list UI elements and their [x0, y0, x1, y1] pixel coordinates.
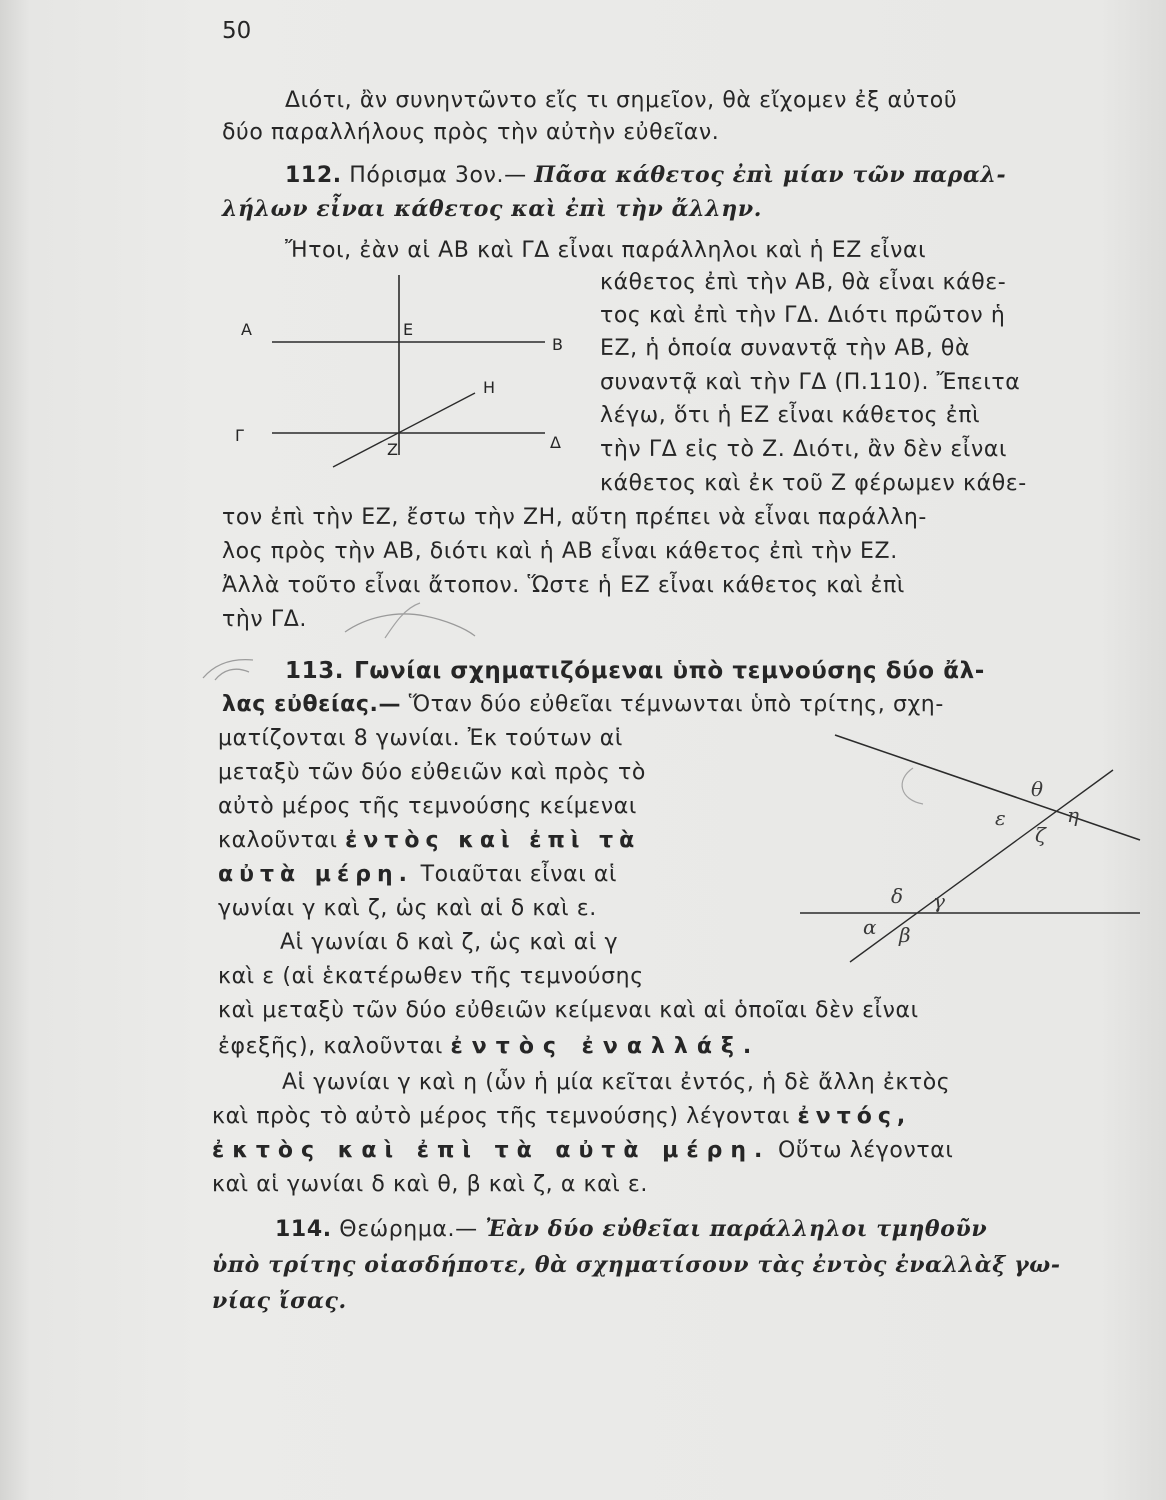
section-113-line-10: [218, 1032, 760, 1062]
section-112-side-6: τὴν ΓΔ εἰς τὸ Ζ. Διότι, ἂν δὲν εἶναι: [600, 437, 1007, 462]
section-112-full-2: λος πρὸς τὴν ΑΒ, διότι καὶ ἡ ΑΒ εἶναι κάθετος ἐπὶ τὴν ΕΖ.: [222, 539, 898, 564]
label-g: Γ: [235, 426, 244, 445]
section-114-statement-1: Ἐὰν δύο εὐθεῖαι παράλληλοι τμηθοῦν: [485, 1216, 988, 1242]
label-h: Η: [483, 378, 496, 397]
pencil-arc: [902, 768, 923, 804]
label-gamma: γ: [933, 889, 945, 913]
section-113-side-3: αὐτὸ μέρος τῆς τεμνούσης κείμεναι: [218, 794, 637, 819]
section-114-heading-line: [275, 1214, 1141, 1245]
section-113-line-9: καὶ μεταξὺ τῶν δύο εὐθειῶν κείμεναι καὶ αἱ ὁποῖαι δὲν εἶναι: [218, 998, 919, 1023]
section-112-side-5: λέγω, ὅτι ἡ ΕΖ εἶναι κάθετος ἐπὶ: [600, 403, 981, 428]
section-114-number: 114.: [275, 1217, 332, 1242]
section-113-line-4-plain: καλοῦνται: [218, 828, 338, 853]
section-112-statement-1: Πᾶσα κάθετος ἐπὶ μίαν τῶν παραλ-: [534, 162, 1007, 188]
section-112-full-3: Ἀλλὰ τοῦτο εἶναι ἄτοπον. Ὥστε ἡ ΕΖ εἶναι κάθετος καὶ ἐπὶ: [222, 573, 905, 598]
intro-line-2: δύο παραλλήλους πρὸς τὴν αὐτὴν εὐθεῖαν.: [222, 120, 720, 145]
section-112-side-2: τος καὶ ἐπὶ τὴν ΓΔ. Διότι πρῶτον ἡ: [600, 303, 1006, 328]
section-112-statement-2: λήλων εἶναι κάθετος καὶ ἐπὶ τὴν ἄλλην.: [222, 196, 762, 222]
pencil-mark-2: [195, 650, 265, 690]
section-112-side-7: κάθετος καὶ ἐκ τοῦ Ζ φέρωμεν κάθε-: [600, 471, 1027, 496]
section-112-side-1: κάθετος ἐπὶ τὴν ΑΒ, θὰ εἶναι κάθε-: [600, 270, 1007, 295]
label-b: Β: [552, 335, 563, 354]
label-alpha: α: [863, 915, 877, 939]
section-113-heading-line-2: [222, 690, 1141, 720]
section-114-heading: Θεώρημα.—: [339, 1217, 478, 1242]
intro-line-1: Διότι, ἂν συνηντῶντο εἴς τι σημεῖον, θὰ εἴχομεν ἐξ αὐτοῦ: [285, 88, 958, 113]
section-113-heading-2: λας εὐθείας.—: [222, 692, 402, 717]
section-113-heading-2-rest: Ὅταν δύο εὐθεῖαι τέμνωνται ὑπὸ τρίτης, σχη-: [408, 692, 944, 717]
label-eta: η: [1067, 803, 1079, 827]
pencil-mark-1: [325, 598, 485, 648]
section-113-line-5-spaced: αὐτὰ μέρη.: [218, 862, 413, 887]
label-a: Α: [241, 320, 252, 339]
figure-transversal: [795, 730, 1145, 970]
section-112-full-4: τὴν ΓΔ.: [222, 607, 307, 632]
section-113-line-8: καὶ ε (αἱ ἑκατέρωθεν τῆς τεμνούσης: [218, 964, 644, 989]
section-113-side-1: ματίζονται 8 γωνίαι. Ἐκ τούτων αἱ: [218, 726, 623, 751]
section-112-number: 112.: [285, 163, 342, 188]
section-113-line-12-plain: καὶ πρὸς τὸ αὐτὸ μέρος τῆς τεμνούσης) λέγονται: [212, 1104, 790, 1129]
line-zh: [333, 393, 475, 467]
section-112-full-1: τον ἐπὶ τὴν ΕΖ, ἔστω τὴν ΖΗ, αὕτη πρέπει νὰ εἶναι παράλλη-: [222, 505, 927, 530]
section-113-line-5-plain: Τοιαῦται εἶναι αἱ: [420, 862, 618, 887]
section-113-number: 113.: [285, 658, 345, 684]
line-transversal: [850, 770, 1113, 962]
section-112-line-1: Ἤτοι, ἐὰν αἱ ΑΒ καὶ ΓΔ εἶναι παράλληλοι καὶ ἡ ΕΖ εἶναι: [285, 238, 927, 263]
section-113-heading-1: Γωνίαι σχηματιζόμεναι ὑπὸ τεμνούσης δύο ἄλ-: [354, 658, 985, 684]
figure-perpendicular: [225, 265, 585, 505]
page-number: 50: [222, 18, 252, 44]
section-113-line-7: Αἱ γωνίαι δ καὶ ζ, ὡς καὶ αἱ γ: [280, 930, 619, 955]
label-beta: β: [899, 923, 911, 947]
label-epsilon: ε: [995, 806, 1006, 830]
label-d: Δ: [550, 433, 561, 452]
section-113-line-11: Αἱ γωνίαι γ καὶ η (ὧν ἡ μία κεῖται ἐντός, ἡ δὲ ἄλλη ἐκτὸς: [282, 1070, 951, 1095]
section-112-heading: Πόρισμα 3ον.—: [349, 163, 527, 188]
label-e: Ε: [403, 320, 414, 339]
section-113-line-13-spaced: ἐκτὸς καὶ ἐπὶ τὰ αὐτὰ μέρη.: [212, 1138, 771, 1163]
section-113-line-10-spaced: ἐντὸς ἐναλλάξ.: [450, 1034, 761, 1059]
section-113-line-4-spaced: ἐντὸς καὶ ἐπὶ τὰ: [345, 828, 641, 853]
section-112-heading-line: [285, 160, 1141, 191]
section-113-line-10-plain: ἐφεξῆς), καλοῦνται: [218, 1034, 443, 1059]
label-zeta: ζ: [1035, 823, 1046, 847]
section-113-line-13: [212, 1136, 1141, 1166]
section-113-line-14: καὶ αἱ γωνίαι δ καὶ θ, β καὶ ζ, α καὶ ε.: [212, 1172, 648, 1197]
section-114-statement-3: νίας ἴσας.: [212, 1288, 347, 1314]
section-113-line-5: [218, 860, 617, 890]
section-113-heading-line: [285, 656, 1141, 686]
label-delta: δ: [891, 884, 904, 908]
section-113-line-12-spaced: ἐντός,: [797, 1104, 912, 1129]
section-113-line-12: [212, 1102, 1141, 1132]
section-112-side-3: ΕΖ, ἡ ὁποία συναντᾷ τὴν ΑΒ, θὰ: [600, 336, 971, 361]
section-112-side-4: συναντᾷ καὶ τὴν ΓΔ (Π.110). Ἔπειτα: [600, 370, 1021, 395]
section-113-side-2: μεταξὺ τῶν δύο εὐθειῶν καὶ πρὸς τὸ: [218, 760, 646, 785]
label-z: Ζ: [387, 440, 398, 459]
label-theta: θ: [1031, 777, 1044, 801]
section-113-line-6: γωνίαι γ καὶ ζ, ὡς καὶ αἱ δ καὶ ε.: [218, 896, 597, 921]
section-113-line-4: [218, 826, 640, 856]
section-114-statement-2: ὑπὸ τρίτης οἱασδήποτε, θὰ σχηματίσουν τὰς ἐντὸς ἐναλλὰξ γω-: [212, 1252, 1061, 1278]
section-113-line-13-plain: Οὕτω λέγονται: [777, 1138, 954, 1163]
line-upper: [835, 735, 1140, 840]
